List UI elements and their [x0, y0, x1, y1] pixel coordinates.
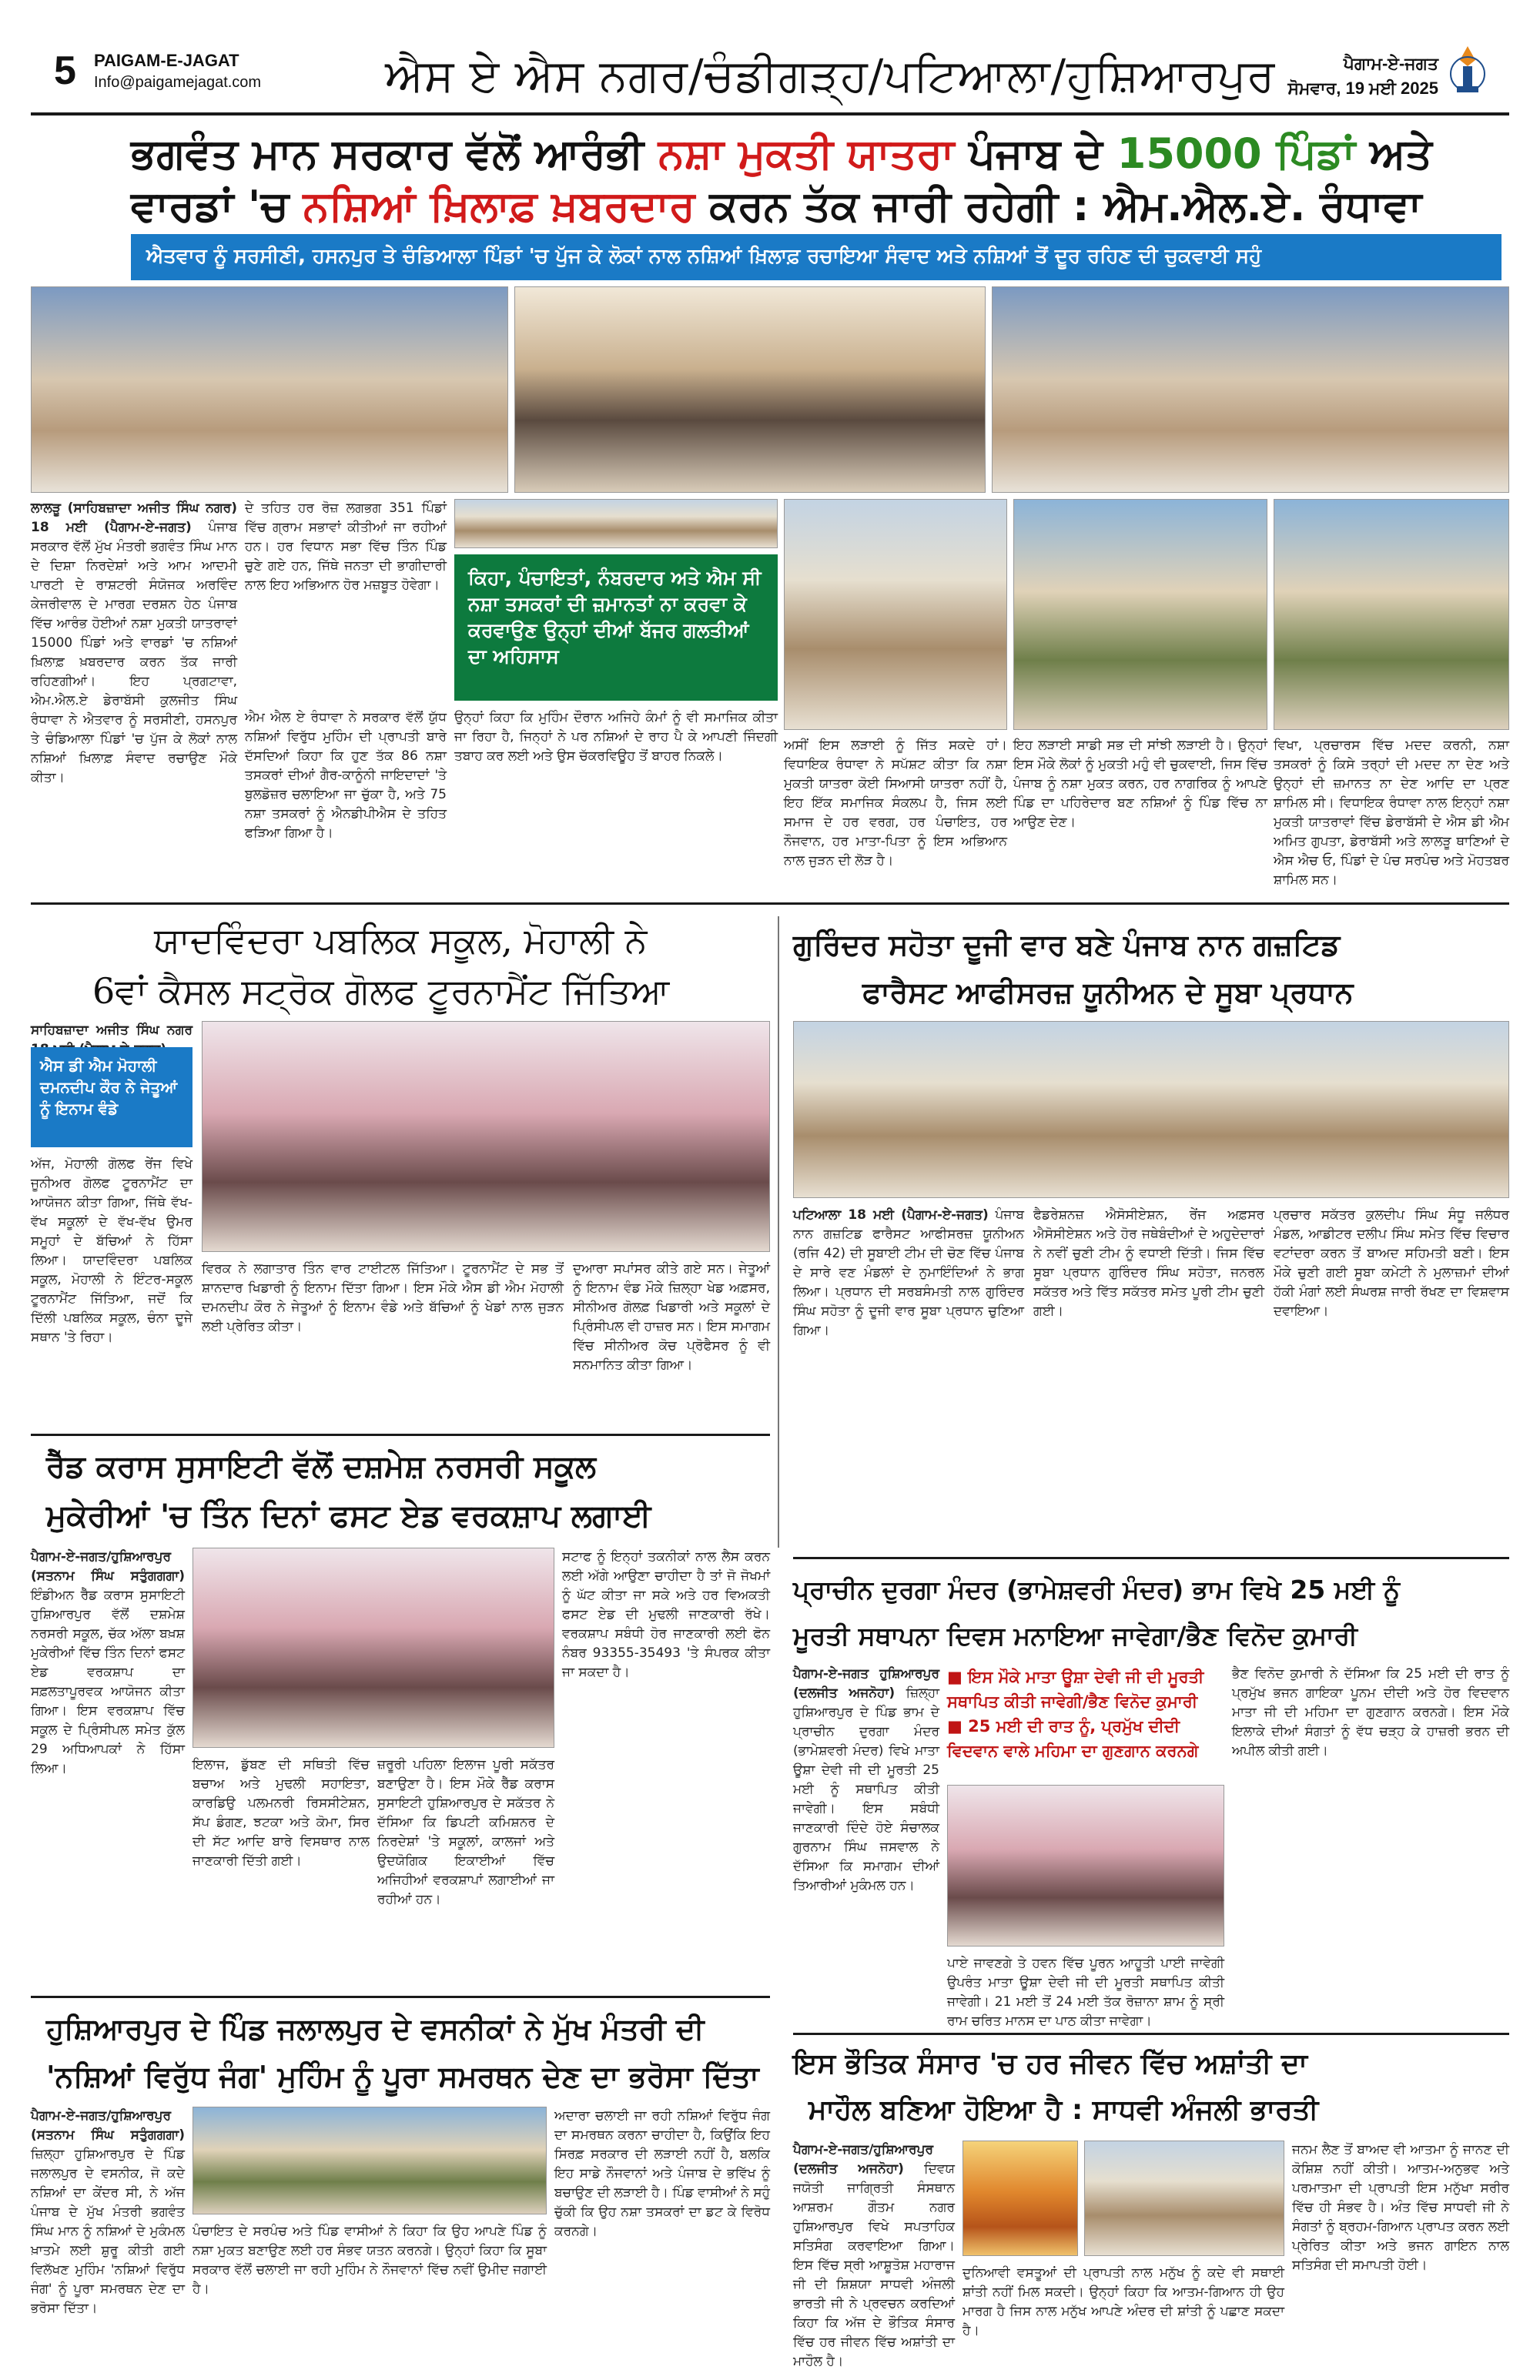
- redcross-headline-1: ਰੈੱਡ ਕਰਾਸ ਸੁਸਾਇਟੀ ਵੱਲੋਂ ਦਸ਼ਮੇਸ਼ ਨਰਸਰੀ ਸਕੂਲ: [46, 1449, 597, 1485]
- bharti-body: ਦਿਵਯ ਜਯੋਤੀ ਜਾਗ੍ਰਿਤੀ ਸੰਸਥਾਨ ਆਸ਼ਰਮ ਗੌਤਮ ਨਗਰ ਹੁਸ਼ਿਆਰਪੁਰ ਵਿਖੇ ਸਪਤਾਹਿਕ ਸਤਿਸੰਗ ਕਰਵਾਇਆ ਗਿਆ। ਇਸ ਵਿੱਚ ਸ੍ਰੀ ਆਸ਼ੂਤੋਸ਼ ਮਹਾਰਾਜ ਜੀ ਦੀ ਸ਼ਿਸ਼ਯਾ ਸਾਧਵੀ ਅੰਜਲੀ ਭਾਰਤੀ ਜੀ ਨੇ ਪ੍ਰਵਚਨ ਕਰਦਿਆਂ ਕਿਹਾ ਕਿ ਅੱਜ ਦੇ ਭੌਤਿਕ ਸੰਸਾਰ ਵਿੱਚ ਹਰ ਜੀਵਨ ਵਿੱਚ ਅਸ਼ਾਂਤੀ ਦਾ ਮਾਹੌਲ ਹੈ।: [793, 2161, 955, 2369]
- bharti-column-1: [793, 2141, 955, 2369]
- temple-body: ਭੈਣ ਵਿਨੋਦ ਕੁਮਾਰੀ ਨੇ ਦੱਸਿਆ ਕਿ 25 ਮਈ ਦੀ ਰਾਤ ਨੂੰ ਪ੍ਰਮੁੱਖ ਭਜਨ ਗਾਇਕਾ ਪੂਨਮ ਦੀਦੀ ਅਤੇ ਹੋਰ ਵਿਦਵਾਨ ਮਾਤਾ ਜੀ ਦੀ ਮਹਿਮਾ ਦਾ ਗੁਣਗਾਨ ਕਰਨਗੇ। ਇਸ ਮੌਕੇ ਇਲਾਕੇ ਦੀਆਂ ਸੰਗਤਾਂ ਨੂੰ ਵੱਧ ਚੜ੍ਹ ਕੇ ਹਾਜ਼ਰੀ ਭਰਨ ਦੀ ਅਪੀਲ ਕੀਤੀ ਗਈ।: [1232, 1666, 1509, 1759]
- bharti-body: ਜਨਮ ਲੈਣ ਤੋਂ ਬਾਅਦ ਵੀ ਆਤਮਾ ਨੂੰ ਜਾਨਣ ਦੀ ਕੋਸ਼ਿਸ਼ ਨਹੀਂ ਕੀਤੀ। ਆਤਮ-ਅਨੁਭਵ ਅਤੇ ਪਰਮਾਤਮਾ ਦੀ ਪ੍ਰਾਪਤੀ ਇਸ ਮਨੁੱਖਾ ਸਰੀਰ ਵਿੱਚ ਹੀ ਸੰਭਵ ਹੈ। ਅੰਤ ਵਿੱਚ ਸਾਧਵੀ ਜੀ ਨੇ ਸੰਗਤਾਂ ਨੂੰ ਬ੍ਰਹਮ-ਗਿਆਨ ਪ੍ਰਾਪਤ ਕਰਨ ਲਈ ਪ੍ਰੇਰਿਤ ਕੀਤਾ ਅਤੇ ਭਜਨ ਗਾਇਨ ਨਾਲ ਸਤਿਸੰਗ ਦੀ ਸਮਾਪਤੀ ਹੋਈ।: [1292, 2142, 1509, 2273]
- redcross-column-1: [31, 1548, 185, 1886]
- lead-headline-part: ਪੰਜਾਬ ਦੇ: [954, 129, 1117, 178]
- lead-highlight-box: ਕਿਹਾ, ਪੰਚਾਇਤਾਂ, ਨੰਬਰਦਾਰ ਅਤੇ ਐਮ ਸੀ ਨਸ਼ਾ ਤਸਕਰਾਂ ਦੀ ਜ਼ਮਾਨਤਾਂ ਨਾ ਕਰਵਾ ਕੇ ਕਰਵਾਉਣ ਉਨ੍ਹਾਂ ਦੀਆਂ ਬੱਜਰ ਗਲਤੀਆਂ ਦਾ ਅਹਿਸਾਸ: [454, 554, 778, 701]
- lead-body: ਦੇ ਤਹਿਤ ਹਰ ਰੋਜ਼ ਲਗਭਗ 351 ਪਿੰਡਾਂ ਵਿੱਚ ਗ੍ਰਾਮ ਸਭਾਵਾਂ ਕੀਤੀਆਂ ਜਾ ਰਹੀਆਂ ਹਨ। ਹਰ ਵਿਧਾਨ ਸਭਾ ਵਿੱਚ ਤਿੰਨ ਪਿੰਡ ਚੁਣੇ ਗਏ ਹਨ, ਜਿੱਥੇ ਜਨਤਾ ਦੀ ਭਾਗੀਦਾਰੀ ਨਾਲ ਇਹ ਅਭਿਆਨ ਹੋਰ ਮਜ਼ਬੂਤ ਹੋਵੇਗਾ।: [245, 500, 447, 593]
- golf-body: ਦੁਆਰਾ ਸਪਾਂਸਰ ਕੀਤੇ ਗਏ ਸਨ। ਜੇਤੂਆਂ ਨੂੰ ਇਨਾਮ ਵੰਡ ਮੌਕੇ ਜ਼ਿਲ੍ਹਾ ਖੇਡ ਅਫ਼ਸਰ, ਸੀਨੀਅਰ ਗੋਲਫ਼ ਖਿਡਾਰੀ ਅਤੇ ਸਕੂਲਾਂ ਦੇ ਪ੍ਰਿੰਸੀਪਲ ਵੀ ਹਾਜ਼ਰ ਸਨ। ਇਸ ਸਮਾਗਮ ਵਿੱਚ ਸੀਨੀਅਰ ਕੋਚ ਪ੍ਰੋਫੈਸਰ ਨੂੰ ਵੀ ਸਨਮਾਨਿਤ ਕੀਤਾ ਗਿਆ।: [573, 1261, 770, 1373]
- union-column-2: [1033, 1206, 1264, 1548]
- lead-body: ਐਮ ਐਲ ਏ ਰੰਧਾਵਾ ਨੇ ਸਰਕਾਰ ਵੱਲੋਂ ਯੁੱਧ ਨਸ਼ਿਆਂ ਵਿਰੁੱਧ ਮੁਹਿੰਮ ਦੀ ਪ੍ਰਾਪਤੀ ਬਾਰੇ ਦੱਸਦਿਆਂ ਕਿਹਾ ਕਿ ਹੁਣ ਤੱਕ 86 ਨਸ਼ਾ ਤਸਕਰਾਂ ਦੀਆਂ ਗੈਰ-ਕਾਨੂੰਨੀ ਜਾਇਦਾਦਾਂ 'ਤੇ ਬੁਲਡੋਜ਼ਰ ਚਲਾਇਆ ਜਾ ਚੁੱਕਾ ਹੈ, ਅਤੇ 75 ਨਸ਼ਾ ਤਸਕਰਾਂ ਨੂੰ ਐਨਡੀਪੀਐਸ ਦੇ ਤਹਿਤ ਫੜਿਆ ਗਿਆ ਹੈ।: [245, 710, 447, 841]
- bharti-dateline: ਪੈਗਾਮ-ਏ-ਜਗਤ/ਹੁਸ਼ਿਆਰਪੁਰ (ਦਲਜੀਤ ਅਜਨੋਹਾ): [793, 2142, 934, 2177]
- lead-headline-part: ਕਰਨ ਤੱਕ ਜਾਰੀ ਰਹੇਗੀ : ਐਮ.ਐਲ.ਏ. ਰੰਧਾਵਾ: [695, 182, 1422, 230]
- column-divider: [778, 916, 779, 1548]
- golf-body: ਅੱਜ, ਮੋਹਾਲੀ ਗੋਲਫ ਰੇਂਜ ਵਿਖੇ ਜੂਨੀਅਰ ਗੋਲਫ ਟੂਰਨਾਮੈਂਟ ਦਾ ਆਯੋਜਨ ਕੀਤਾ ਗਿਆ, ਜਿੱਥੇ ਵੱਖ-ਵੱਖ ਸਕੂਲਾਂ ਦੇ ਵੱਖ-ਵੱਖ ਉਮਰ ਸਮੂਹਾਂ ਦੇ ਬੱਚਿਆਂ ਨੇ ਹਿੱਸਾ ਲਿਆ। ਯਾਦਵਿੰਦਰਾ ਪਬਲਿਕ ਸਕੂਲ, ਮੋਹਾਲੀ ਨੇ ਇੰਟਰ-ਸਕੂਲ ਟੂਰਨਾਮੈਂਟ ਜਿੱਤਿਆ, ਜਦੋਂ ਕਿ ਦਿੱਲੀ ਪਬਲਿਕ ਸਕੂਲ, ਚੰਨਾ ਦੂਜੇ ਸਥਾਨ 'ਤੇ ਰਿਹਾ।: [31, 1157, 192, 1345]
- golf-column-2: [202, 1260, 564, 1424]
- bharti-column-2: [962, 2264, 1284, 2353]
- temple-photo: [947, 1785, 1224, 1947]
- temple-body: ਪਾਏ ਜਾਵਣਗੇ ਤੇ ਹਵਨ ਵਿੱਚ ਪੂਰਨ ਆਹੂਤੀ ਪਾਈ ਜਾਵੇਗੀ ਉਪਰੰਤ ਮਾਤਾ ਊਸ਼ਾ ਦੇਵੀ ਜੀ ਦੀ ਮੂਰਤੀ ਸਥਾਪਿਤ ਕੀਤੀ ਜਾਵੇਗੀ। 21 ਮਈ ਤੋਂ 24 ਮਈ ਤੱਕ ਰੋਜ਼ਾਨਾ ਸ਼ਾਮ ਨੂੰ ਸ੍ਰੀ ਰਾਮ ਚਰਿਤ ਮਾਨਸ ਦਾ ਪਾਠ ਕੀਤਾ ਜਾਵੇਗਾ।: [947, 1956, 1224, 2029]
- section-divider: [793, 1557, 1509, 1559]
- lead-photo-7: [1274, 499, 1509, 730]
- redcross-body: ਇਲਾਜ, ਡੁੱਬਣ ਦੀ ਸਥਿਤੀ ਵਿੱਚ ਬਚਾਅ ਅਤੇ ਮੁਢਲੀ ਸਹਾਇਤਾ, ਕਾਰਡਿਉ ਪਲਮਨਰੀ ਰਿਸਸੀਟੇਸ਼ਨ, ਸੱਪ ਡੰਗਣ, ਝਟਕਾ ਅਤੇ ਕੋਮਾ, ਸਿਰ ਦੀ ਸੱਟ ਆਦਿ ਬਾਰੇ ਵਿਸਥਾਰ ਨਾਲ ਜਾਣਕਾਰੀ ਦਿੱਤੀ ਗਈ।: [192, 1757, 370, 1869]
- temple-bullet: ■ 25 ਮਈ ਦੀ ਰਾਤ ਨੂੰ, ਪ੍ਰਮੁੱਖ ਦੀਦੀ ਵਿਦਵਾਨ ਵਾਲੇ ਮਹਿਮਾ ਦਾ ਗੁਣਗਾਨ ਕਰਨਗੇ: [947, 1717, 1199, 1760]
- golf-column-1: [31, 1155, 192, 1424]
- lead-dateline: ਲਾਲੜੂ (ਸਾਹਿਬਜ਼ਾਦਾ ਅਜੀਤ ਸਿੰਘ ਨਗਰ) 18 ਮਈ (ਪੈਗਾਮ-ਏ-ਜਗਤ): [31, 500, 237, 535]
- lead-headline-highlight: ਨਸ਼ਾ ਮੁਕਤੀ ਯਾਤਰਾ: [658, 129, 955, 178]
- lead-photo-5: [784, 499, 1007, 730]
- jalalpur-column-2: [192, 2222, 547, 2353]
- union-column-1: [793, 1206, 1024, 1548]
- golf-photo: [202, 1021, 770, 1252]
- golf-quote-box: ਐਸ ਡੀ ਐਮ ਮੋਹਾਲੀ ਦਮਨਦੀਪ ਕੌਰ ਨੇ ਜੇਤੂਆਂ ਨੂੰ ਇਨਾਮ ਵੰਡੇ: [31, 1047, 192, 1147]
- golf-dateline-text: ਸਾਹਿਬਜ਼ਾਦਾ ਅਜੀਤ ਸਿੰਘ ਨਗਰ: [31, 1023, 192, 1038]
- lead-body: ਵਿਖਾ, ਪ੍ਰਚਾਰਸ ਵਿੱਚ ਮਦਦ ਕਰਨੀ, ਨਸ਼ਾ ਤਸਕਰਾਂ ਨੂੰ ਕਿਸੇ ਤਰ੍ਹਾਂ ਦੀ ਮਦਦ ਨਾ ਦੇਣ ਅਤੇ ਉਨ੍ਹਾਂ ਦੀ ਜ਼ਮਾਨਤ ਨਾ ਦੇਣ ਆਦਿ ਦਾ ਪ੍ਰਣ ਸ਼ਾਮਿਲ ਸੀ। ਵਿਧਾਇਕ ਰੰਧਾਵਾ ਨਾਲ ਇਨ੍ਹਾਂ ਨਸ਼ਾ ਮੁਕਤੀ ਯਾਤਰਾਵਾਂ ਵਿੱਚ ਡੇਰਾਬੱਸੀ ਦੇ ਐਸ ਡੀ ਐਮ ਅਮਿਤ ਗੁਪਤਾ, ਡੇਰਾਬੱਸੀ ਅਤੇ ਲਾਲੜੂ ਥਾਣਿਆਂ ਦੇ ਐਸ ਐਚ ਓ, ਪਿੰਡਾਂ ਦੇ ਪੰਚ ਸਰਪੰਚ ਅਤੇ ਮੋਹਤਬਰ ਸ਼ਾਮਿਲ ਸਨ।: [1274, 738, 1509, 888]
- lead-photo-6: [1013, 499, 1267, 730]
- redcross-body: ਇੰਡੀਅਨ ਰੈੱਡ ਕਰਾਸ ਸੁਸਾਇਟੀ ਹੁਸ਼ਿਆਰਪੁਰ ਵੱਲੋਂ ਦਸ਼ਮੇਸ਼ ਨਰਸਰੀ ਸਕੂਲ, ਚੱਕ ਅੱਲਾ ਬਖ਼ਸ਼ ਮੁਕੇਰੀਆਂ ਵਿੱਚ ਤਿੰਨ ਦਿਨਾਂ ਫਸਟ ਏਡ ਵਰਕਸ਼ਾਪ ਦਾ ਸਫ਼ਲਤਾਪੂਰਵਕ ਆਯੋਜਨ ਕੀਤਾ ਗਿਆ। ਇਸ ਵਰਕਸ਼ਾਪ ਵਿੱਚ ਸਕੂਲ ਦੇ ਪ੍ਰਿੰਸੀਪਲ ਸਮੇਤ ਕੁੱਲ 29 ਅਧਿਆਪਕਾਂ ਨੇ ਹਿੱਸਾ ਲਿਆ।: [31, 1588, 185, 1776]
- union-headline-2: ਫਾਰੈਸਟ ਆਫੀਸਰਜ਼ ਯੂਨੀਅਨ ਦੇ ਸੂਬਾ ਪ੍ਰਧਾਨ: [862, 976, 1354, 1009]
- lead-headline-part: ਭਗਵੰਤ ਮਾਨ ਸਰਕਾਰ ਵੱਲੋਂ ਆਰੰਭੀ: [131, 129, 658, 178]
- union-photo: [793, 1021, 1509, 1198]
- lead-headline-part: ਅਤੇ: [1355, 129, 1432, 178]
- section-divider: [31, 1434, 770, 1436]
- temple-column-2: [947, 1954, 1224, 2029]
- golf-headline-2: 6ਵਾਂ ਕੈਸਲ ਸਟ੍ਰੋਕ ਗੋਲਫ ਟੂਰਨਾਮੈਂਟ ਜਿੱਤਿਆ: [92, 970, 670, 1012]
- jalalpur-body: ਪੰਚਾਇਤ ਦੇ ਸਰਪੰਚ ਅਤੇ ਪਿੰਡ ਵਾਸੀਆਂ ਨੇ ਕਿਹਾ ਕਿ ਉਹ ਆਪਣੇ ਪਿੰਡ ਨੂੰ ਨਸ਼ਾ ਮੁਕਤ ਬਣਾਉਣ ਲਈ ਹਰ ਸੰਭਵ ਯਤਨ ਕਰਨਗੇ। ਉਨ੍ਹਾਂ ਕਿਹਾ ਕਿ ਸੂਬਾ ਸਰਕਾਰ ਵੱਲੋਂ ਚਲਾਈ ਜਾ ਰਹੀ ਮੁਹਿੰਮ ਨੇ ਨੌਜਵਾਨਾਂ ਵਿੱਚ ਨਵੀਂ ਉਮੀਦ ਜਗਾਈ ਹੈ।: [192, 2224, 547, 2297]
- lead-photo-3: [992, 286, 1509, 493]
- bharti-headline-2: ਮਾਹੌਲ ਬਣਿਆ ਹੋਇਆ ਹੈ : ਸਾਧਵੀ ਅੰਜਲੀ ਭਾਰਤੀ: [808, 2094, 1319, 2126]
- brand-name: PAIGAM-E-JAGAT: [94, 51, 239, 70]
- lead-column-1: [31, 499, 237, 976]
- lead-body: ਉਨ੍ਹਾਂ ਕਿਹਾ ਕਿ ਮੁਹਿੰਮ ਦੌਰਾਨ ਅਜਿਹੇ ਕੰਮਾਂ ਨੂੰ ਵੀ ਸਮਾਜਿਕ ਕੀਤਾ ਜਾ ਰਿਹਾ ਹੈ, ਜਿਨ੍ਹਾਂ ਨੇ ਪਰ ਨਸ਼ਿਆਂ ਦੇ ਰਾਹ ਪੈ ਕੇ ਆਪਣੀ ਜਿੰਦਗੀ ਤਬਾਹ ਕਰ ਲਈ ਅਤੇ ਉਸ ਚੱਕਰਵਿਊਹ ਤੋਂ ਬਾਹਰ ਨਿਕਲੇ।: [454, 710, 778, 764]
- bharti-body: ਦੁਨਿਆਵੀ ਵਸਤੂਆਂ ਦੀ ਪ੍ਰਾਪਤੀ ਨਾਲ ਮਨੁੱਖ ਨੂੰ ਕਦੇ ਵੀ ਸਥਾਈ ਸ਼ਾਂਤੀ ਨਹੀਂ ਮਿਲ ਸਕਦੀ। ਉਨ੍ਹਾਂ ਕਿਹਾ ਕਿ ਆਤਮ-ਗਿਆਨ ਹੀ ਉਹ ਮਾਰਗ ਹੈ ਜਿਸ ਨਾਲ ਮਨੁੱਖ ਆਪਣੇ ਅੰਦਰ ਦੀ ਸ਼ਾਂਤੀ ਨੂੰ ਪਛਾਣ ਸਕਦਾ ਹੈ।: [962, 2265, 1284, 2338]
- redcross-photo: [192, 1548, 554, 1748]
- golf-body: ਵਿਰਕ ਨੇ ਲਗਾਤਾਰ ਤਿੰਨ ਵਾਰ ਟਾਈਟਲ ਜਿੱਤਿਆ। ਟੂਰਨਾਮੈਂਟ ਦੇ ਸਭ ਤੋਂ ਸ਼ਾਨਦਾਰ ਖਿਡਾਰੀ ਨੂੰ ਇਨਾਮ ਦਿੱਤਾ ਗਿਆ। ਇਸ ਮੌਕੇ ਐਸ ਡੀ ਐਮ ਮੋਹਾਲੀ ਦਮਨਦੀਪ ਕੌਰ ਨੇ ਜੇਤੂਆਂ ਨੂੰ ਇਨਾਮ ਵੰਡੇ ਅਤੇ ਬੱਚਿਆਂ ਨੂੰ ਖੇਡਾਂ ਨਾਲ ਜੁੜਨ ਲਈ ਪ੍ਰੇਰਿਤ ਕੀਤਾ।: [202, 1261, 564, 1334]
- temple-headline-1: ਪ੍ਰਾਚੀਨ ਦੁਰਗਾ ਮੰਦਰ (ਭਾਮੇਸ਼ਵਰੀ ਮੰਦਰ) ਭਾਮ ਵਿਖੇ 25 ਮਈ ਨੂੰ: [793, 1575, 1401, 1605]
- bharti-headline-1: ਇਸ ਭੌਤਿਕ ਸੰਸਾਰ 'ਚ ਹਰ ਜੀਵਨ ਵਿੱਚ ਅਸ਼ਾਂਤੀ ਦਾ: [793, 2048, 1307, 2080]
- page-number: 5: [54, 49, 76, 93]
- lead-headline-highlight: ਨਸ਼ਿਆਂ ਖ਼ਿਲਾਫ਼ ਖ਼ਬਰਦਾਰ: [303, 182, 695, 230]
- jalalpur-headline-1: ਹੁਸ਼ਿਆਰਪੁਰ ਦੇ ਪਿੰਡ ਜਲਾਲਪੁਰ ਦੇ ਵਸਨੀਕਾਂ ਨੇ ਮੁੱਖ ਮੰਤਰੀ ਦੀ: [46, 2012, 705, 2046]
- jalalpur-column-1: [31, 2107, 185, 2353]
- temple-column-3: [1232, 1665, 1509, 2024]
- redcross-column-4: [562, 1548, 770, 1987]
- union-body: ਪੰਜਾਬ ਨਾਨ ਗਜ਼ਟਿਡ ਫਾਰੈਸਟ ਆਫੀਸਰਜ਼ ਯੂਨੀਅਨ (ਰਜਿ 42) ਦੀ ਸੂਬਾਈ ਟੀਮ ਦੀ ਚੋਣ ਵਿੱਚ ਪੰਜਾਬ ਦੇ ਸਾਰੇ ਵਣ ਮੰਡਲਾਂ ਦੇ ਨੁਮਾਇੰਦਿਆਂ ਨੇ ਭਾਗ ਲਿਆ। ਪ੍ਰਧਾਨ ਦੀ ਸਰਬਸੰਮਤੀ ਨਾਲ ਗੁਰਿੰਦਰ ਸਿੰਘ ਸਹੋਤਾ ਨੂੰ ਦੂਜੀ ਵਾਰ ਸੂਬਾ ਪ੍ਰਧਾਨ ਚੁਣਿਆ ਗਿਆ।: [793, 1207, 1024, 1338]
- jalalpur-column-3: [554, 2107, 770, 2353]
- redcross-body: ਜ਼ਰੂਰੀ ਪਹਿਲਾ ਇਲਾਜ ਪੂਰੀ ਸਕੱਤਰ ਬਣਾਉਣਾ ਹੈ। ਇਸ ਮੌਕੇ ਰੈੱਡ ਕਰਾਸ ਸੁਸਾਇਟੀ ਹੁਸ਼ਿਆਰਪੁਰ ਦੇ ਸਕੱਤਰ ਨੇ ਦੱਸਿਆ ਕਿ ਡਿਪਟੀ ਕਮਿਸ਼ਨਰ ਦੇ ਨਿਰਦੇਸ਼ਾਂ 'ਤੇ ਸਕੂਲਾਂ, ਕਾਲਜਾਂ ਅਤੇ ਉਦਯੋਗਿਕ ਇਕਾਈਆਂ ਵਿੱਚ ਅਜਿਹੀਆਂ ਵਰਕਸ਼ਾਪਾਂ ਲਗਾਈਆਂ ਜਾ ਰਹੀਆਂ ਹਨ।: [377, 1757, 554, 1907]
- paper-name: ਪੈਗਾਮ-ਏ-ਜਗਤ: [1343, 54, 1438, 73]
- union-dateline: ਪਟਿਆਲਾ 18 ਮਈ (ਪੈਗਾਮ-ਏ-ਜਗਤ): [793, 1207, 989, 1223]
- union-headline-1: ਗੁਰਿੰਦਰ ਸਹੋਤਾ ਦੂਜੀ ਵਾਰ ਬਣੇ ਪੰਜਾਬ ਨਾਨ ਗਜ਼ਟਿਡ: [793, 928, 1341, 962]
- temple-bullet: ■ ਇਸ ਮੌਕੇ ਮਾਤਾ ਊਸ਼ਾ ਦੇਵੀ ਜੀ ਦੀ ਮੂਰਤੀ ਸਥਾਪਿਤ ਕੀਤੀ ਜਾਵੇਗੀ/ਭੈਣ ਵਿਨੋਦ ਕੁਮਾਰੀ: [947, 1668, 1204, 1711]
- jalalpur-body: ਅਦਾਰਾ ਚਲਾਈ ਜਾ ਰਹੀ ਨਸ਼ਿਆਂ ਵਿਰੁੱਧ ਜੰਗ ਦਾ ਸਮਰਥਨ ਕਰਨਾ ਚਾਹੀਦਾ ਹੈ, ਕਿਉਂਕਿ ਇਹ ਸਿਰਫ਼ ਸਰਕਾਰ ਦੀ ਲੜਾਈ ਨਹੀਂ ਹੈ, ਬਲਕਿ ਇਹ ਸਾਡੇ ਨੌਜਵਾਨਾਂ ਅਤੇ ਪੰਜਾਬ ਦੇ ਭਵਿੱਖ ਨੂੰ ਬਚਾਉਣ ਦੀ ਲੜਾਈ ਹੈ। ਪਿੰਡ ਵਾਸੀਆਂ ਨੇ ਸਹੁੰ ਚੁੱਕੀ ਕਿ ਉਹ ਨਸ਼ਾ ਤਸਕਰਾਂ ਦਾ ਡਟ ਕੇ ਵਿਰੋਧ ਕਰਨਗੇ।: [554, 2108, 770, 2239]
- torch-logo-icon: [1445, 43, 1491, 102]
- bharti-photo-1: [962, 2141, 1078, 2256]
- email-link[interactable]: Info@paigamejagat.com: [94, 74, 262, 91]
- lead-body: ਅਸੀਂ ਇਸ ਲੜਾਈ ਨੂੰ ਜਿੱਤ ਸਕਦੇ ਹਾਂ। ਵਿਧਾਇਕ ਰੰਧਾਵਾ ਨੇ ਸਪੱਸ਼ਟ ਕੀਤਾ ਕਿ ਨਸ਼ਾ ਮੁਕਤੀ ਯਾਤਰਾ ਕੋਈ ਸਿਆਸੀ ਯਾਤਰਾ ਨਹੀਂ ਹੈ, ਇਹ ਇੱਕ ਸਮਾਜਿਕ ਸੰਕਲਪ ਹੈ, ਜਿਸ ਲਈ ਸਮਾਜ ਦੇ ਹਰ ਵਰਗ, ਹਰ ਪੰਚਾਇਤ, ਹਰ ਨੌਜਵਾਨ, ਹਰ ਮਾਤਾ-ਪਿਤਾ ਨੂੰ ਇਸ ਅਭਿਆਨ ਨਾਲ ਜੁੜਨ ਦੀ ਲੋੜ ਹੈ।: [784, 738, 1007, 869]
- temple-headline-2: ਮੂਰਤੀ ਸਥਾਪਨਾ ਦਿਵਸ ਮਨਾਇਆ ਜਾਵੇਗਾ/ਭੈਣ ਵਿਨੋਦ ਕੁਮਾਰੀ: [793, 1621, 1358, 1651]
- temple-bullets: [947, 1665, 1224, 1780]
- union-body: ਪ੍ਰਚਾਰ ਸਕੱਤਰ ਕੁਲਦੀਪ ਸਿੰਘ ਸੰਧੂ ਜਲੰਧਰ ਮੰਡਲ, ਆਡੀਟਰ ਦਲੀਪ ਸਿੰਘ ਸਮੇਤ ਵਿੱਚ ਵਿਚਾਰ ਵਟਾਂਦਰਾ ਕਰਨ ਤੋਂ ਬਾਅਦ ਸਹਿਮਤੀ ਬਣੀ। ਇਸ ਮੌਕੇ ਚੁਣੀ ਗਈ ਸੂਬਾ ਕਮੇਟੀ ਨੇ ਮੁਲਾਜ਼ਮਾਂ ਦੀਆਂ ਹੱਕੀ ਮੰਗਾਂ ਲਈ ਸੰਘਰਸ਼ ਜਾਰੀ ਰੱਖਣ ਦਾ ਵਿਸ਼ਵਾਸ ਦਵਾਇਆ।: [1274, 1207, 1509, 1319]
- lead-photo-2: [514, 286, 986, 493]
- temple-dateline: ਪੈਗਾਮ-ਏ-ਜਗਤ ਹੁਸ਼ਿਆਰਪੁਰ (ਦਲਜੀਤ ਅਜਨੋਹਾ): [793, 1666, 939, 1701]
- issue-date: ਸੋਮਵਾਰ, 19 ਮਈ 2025: [1287, 79, 1438, 98]
- union-body: ਫੈਡਰੇਸ਼ਨਜ਼ ਐਸੋਸੀਏਸ਼ਨ, ਰੇਂਜ ਅਫ਼ਸਰ ਐਸੋਸੀਏਸ਼ਨ ਅਤੇ ਹੋਰ ਜਥੇਬੰਦੀਆਂ ਦੇ ਅਹੁਦੇਦਾਰਾਂ ਨੇ ਨਵੀਂ ਚੁਣੀ ਟੀਮ ਨੂੰ ਵਧਾਈ ਦਿੱਤੀ। ਜਿਸ ਵਿੱਚ ਸੂਬਾ ਪ੍ਰਧਾਨ ਗੁਰਿੰਦਰ ਸਿੰਘ ਸਹੋਤਾ, ਜਨਰਲ ਸਕੱਤਰ ਅਤੇ ਵਿੱਤ ਸਕੱਤਰ ਸਮੇਤ ਪੂਰੀ ਟੀਮ ਚੁਣੀ ਗਈ।: [1033, 1207, 1264, 1319]
- section-divider: [31, 1996, 770, 1998]
- jalalpur-dateline: ਪੈਗਾਮ-ਏ-ਜਗਤ/ਹੁਸ਼ਿਆਰਪੁਰ (ਸਤਨਾਮ ਸਿੰਘ ਸਤੁੰਗਗਗਾ): [31, 2108, 185, 2143]
- golf-headline-1: ਯਾਦਵਿੰਦਰਾ ਪਬਲਿਕ ਸਕੂਲ, ਮੋਹਾਲੀ ਨੇ: [154, 919, 648, 961]
- jalalpur-headline-2: 'ਨਸ਼ਿਆਂ ਵਿਰੁੱਧ ਜੰਗ' ਮੁਹਿੰਮ ਨੂੰ ਪੂਰਾ ਸਮਰਥਨ ਦੇਣ ਦਾ ਭਰੋਸਾ ਦਿੱਤਾ: [46, 2060, 759, 2094]
- redcross-dateline: ਪੈਗਾਮ-ਏ-ਜਗਤ/ਹੁਸ਼ਿਆਰਪੁਰ (ਸਤਨਾਮ ਸਿੰਘ ਸਤੁੰਗਗਗਾ): [31, 1549, 185, 1584]
- redcross-column-2: [192, 1756, 370, 1987]
- lead-body: ਪੰਜਾਬ ਸਰਕਾਰ ਵੱਲੋਂ ਮੁੱਖ ਮੰਤਰੀ ਭਗਵੰਤ ਸਿੰਘ ਮਾਨ ਦੇ ਦਿਸ਼ਾ ਨਿਰਦੇਸ਼ਾਂ ਅਤੇ ਆਮ ਆਦਮੀ ਪਾਰਟੀ ਦੇ ਰਾਸ਼ਟਰੀ ਸੰਯੋਜਕ ਅਰਵਿੰਦ ਕੇਜਰੀਵਾਲ ਦੇ ਮਾਰਗ ਦਰਸ਼ਨ ਹੇਠ ਪੰਜਾਬ ਵਿੱਚ ਆਰੰਭ ਹੋਈਆਂ ਨਸ਼ਾ ਮੁਕਤੀ ਯਾਤਰਾਵਾਂ 15000 ਪਿੰਡਾਂ ਅਤੇ ਵਾਰਡਾਂ 'ਚ ਨਸ਼ਿਆਂ ਖ਼ਿਲਾਫ਼ ਖ਼ਬਰਦਾਰ ਕਰਨ ਤੱਕ ਜਾਰੀ ਰਹਿਣਗੀਆਂ। ਇਹ ਪ੍ਰਗਟਾਵਾ, ਐਮ.ਐਲ.ਏ ਡੇਰਾਬੱਸੀ ਕੁਲਜੀਤ ਸਿੰਘ ਰੰਧਾਵਾ ਨੇ ਐਤਵਾਰ ਨੂੰ ਸਰਸੀਣੀ, ਹਸਨਪੁਰ ਤੇ ਚੰਡਿਆਲਾ ਪਿੰਡਾਂ 'ਚ ਪੁੱਜ ਕੇ ਲੋਕਾਂ ਨਾਲ ਨਸ਼ਿਆਂ ਖ਼ਿਲਾਫ਼ ਸੰਵਾਦ ਰਚਾਉਣ ਮੌਕੇ ਕੀਤਾ।: [31, 520, 237, 785]
- temple-column-1: [793, 1665, 939, 2019]
- section-divider: [793, 2033, 1509, 2035]
- bharti-photo-2: [1084, 2141, 1284, 2256]
- lead-body: ਇਹ ਲੜਾਈ ਸਾਡੀ ਸਭ ਦੀ ਸਾਂਝੀ ਲੜਾਈ ਹੈ। ਉਨ੍ਹਾਂ ਇਸ ਮੌਕੇ ਲੋਕਾਂ ਨੂੰ ਮੁਕਤੀ ਮਹੁੰ ਵੀ ਚੁਕਵਾਈ, ਜਿਸ ਵਿੱਚ ਪੰਜਾਬ ਨੂੰ ਨਸ਼ਾ ਮੁਕਤ ਕਰਨ, ਹਰ ਨਾਗਰਿਕ ਨੂੰ ਆਪਣੇ ਪਿੰਡ ਦਾ ਪਹਿਰੇਦਾਰ ਬਣ ਨਸ਼ਿਆਂ ਨੂੰ ਪਿੰਡ ਵਿੱਚ ਨਾ ਆਉਣ ਦੇਣ।: [1013, 738, 1267, 830]
- lead-subheadline: ਐਤਵਾਰ ਨੂੰ ਸਰਸੀਣੀ, ਹਸਨਪੁਰ ਤੇ ਚੰਡਿਆਲਾ ਪਿੰਡਾਂ 'ਚ ਪੁੱਜ ਕੇ ਲੋਕਾਂ ਨਾਲ ਨਸ਼ਿਆਂ ਖ਼ਿਲਾਫ਼ ਰਚਾਇਆ ਸੰਵਾਦ ਅਤੇ ਨਸ਼ਿਆਂ ਤੋਂ ਦੂਰ ਰਹਿਣ ਦੀ ਚੁਕਵਾਈ ਸਹੁੰ: [131, 234, 1502, 280]
- section-title: ਐਸ ਏ ਐਸ ਨਗਰ/ਚੰਡੀਗੜ੍ਹ/ਪਟਿਆਲਾ/ਹੁਸ਼ਿਆਰਪੁਰ: [385, 49, 1276, 102]
- section-divider: [31, 902, 1509, 905]
- redcross-column-3: [377, 1756, 554, 1987]
- lead-headline-highlight: 15000 ਪਿੰਡਾਂ: [1116, 129, 1356, 178]
- golf-column-3: [573, 1260, 770, 1424]
- union-column-3: [1274, 1206, 1509, 1548]
- lead-photo-1: [31, 286, 508, 493]
- redcross-body: ਸਟਾਫ ਨੂੰ ਇਨ੍ਹਾਂ ਤਕਨੀਕਾਂ ਨਾਲ ਲੈਸ ਕਰਨ ਲਈ ਅੱਗੇ ਆਉਣਾ ਚਾਹੀਦਾ ਹੈ ਤਾਂ ਜੋ ਜੋਖਮਾਂ ਨੂੰ ਘੱਟ ਕੀਤਾ ਜਾ ਸਕੇ ਅਤੇ ਹਰ ਵਿਅਕਤੀ ਫਸਟ ਏਡ ਦੀ ਮੁਢਲੀ ਜਾਣਕਾਰੀ ਰੱਖੇ। ਵਰਕਸ਼ਾਪ ਸਬੰਧੀ ਹੋਰ ਜਾਣਕਾਰੀ ਲਈ ਫੋਨ ਨੰਬਰ 93355-35493 'ਤੇ ਸੰਪਰਕ ਕੀਤਾ ਜਾ ਸਕਦਾ ਹੈ।: [562, 1549, 770, 1680]
- jalalpur-photo: [192, 2107, 547, 2214]
- temple-body: ਜ਼ਿਲ੍ਹਾ ਹੁਸ਼ਿਆਰਪੁਰ ਦੇ ਪਿੰਡ ਭਾਮ ਦੇ ਪ੍ਰਾਚੀਨ ਦੁਰਗਾ ਮੰਦਰ (ਭਾਮੇਸ਼ਵਰੀ ਮੰਦਰ) ਵਿਖੇ ਮਾਤਾ ਊਸ਼ਾ ਦੇਵੀ ਜੀ ਦੀ ਮੂਰਤੀ 25 ਮਈ ਨੂੰ ਸਥਾਪਿਤ ਕੀਤੀ ਜਾਵੇਗੀ। ਇਸ ਸਬੰਧੀ ਜਾਣਕਾਰੀ ਦਿੰਦੇ ਹੋਏ ਸੰਚਾਲਕ ਗੁਰਨਾਮ ਸਿੰਘ ਜਸਵਾਲ ਨੇ ਦੱਸਿਆ ਕਿ ਸਮਾਗਮ ਦੀਆਂ ਤਿਆਰੀਆਂ ਮੁਕੰਮਲ ਹਨ।: [793, 1685, 939, 1893]
- lead-headline-line-1: [131, 129, 1502, 179]
- jalalpur-body: ਜ਼ਿਲ੍ਹਾ ਹੁਸ਼ਿਆਰਪੁਰ ਦੇ ਪਿੰਡ ਜਲਾਲਪੁਰ ਦੇ ਵਸਨੀਕ, ਜੋ ਕਦੇ ਨਸ਼ਿਆਂ ਦਾ ਕੇਂਦਰ ਸੀ, ਨੇ ਅੱਜ ਪੰਜਾਬ ਦੇ ਮੁੱਖ ਮੰਤਰੀ ਭਗਵੰਤ ਸਿੰਘ ਮਾਨ ਨੂੰ ਨਸ਼ਿਆਂ ਦੇ ਮੁਕੰਮਲ ਖ਼ਾਤਮੇ ਲਈ ਸ਼ੁਰੂ ਕੀਤੀ ਗਈ ਵਿਲੱਖਣ ਮੁਹਿੰਮ 'ਨਸ਼ਿਆਂ ਵਿਰੁੱਧ ਜੰਗ' ਨੂੰ ਪੂਰਾ ਸਮਰਥਨ ਦੇਣ ਦਾ ਭਰੋਸਾ ਦਿੱਤਾ।: [31, 2147, 185, 2316]
- lead-headline-line-2: [131, 182, 1502, 231]
- bharti-column-3: [1292, 2141, 1509, 2353]
- lead-headline-part: ਵਾਰਡਾਂ 'ਚ: [131, 182, 303, 230]
- lead-photo-4: [454, 499, 778, 548]
- masthead: [31, 38, 1509, 115]
- golf-dateline: [31, 1021, 192, 1044]
- redcross-headline-2: ਮੁਕੇਰੀਆਂ 'ਚ ਤਿੰਨ ਦਿਨਾਂ ਫਸਟ ਏਡ ਵਰਕਸ਼ਾਪ ਲਗਾਈ: [46, 1498, 651, 1534]
